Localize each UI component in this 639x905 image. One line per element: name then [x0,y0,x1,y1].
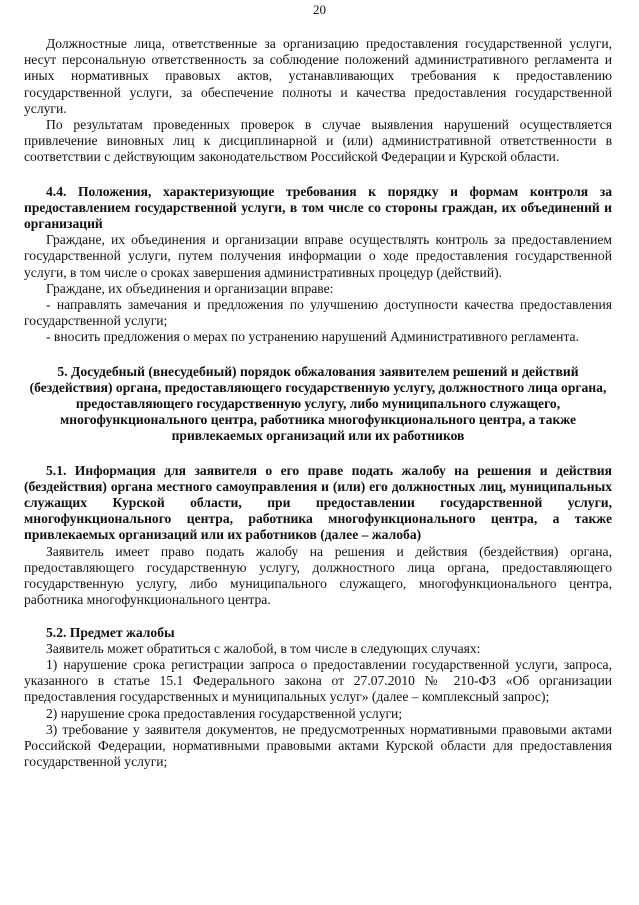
paragraph-citizens-rights: Граждане, их объединения и организации вправе: [46,280,334,296]
list-item-remarks: - направлять замечания и предложения по улучшению доступности качества предоставления государственной услуги; [24,297,612,329]
heading-4-4: 4.4. Положения, характеризующие требования к порядку и формам контроля за предоставлением государственной услуги, в том числе со стороны граждан, их объединений и организаций [24,183,612,232]
page-number: 20 [313,2,326,17]
paragraph-inspection-results: По результатам проведенных проверок в случае выявления нарушений осуществляется привлечение виновных лиц к дисциплинарной и (или) административной ответственности в соответствии с действующим законодательством Российской Федерации и Курской области. [24,117,612,165]
document-page [24,36,612,770]
heading-5-2: 5.2. Предмет жалобы [46,624,175,640]
paragraph-complaint-cases: Заявитель может обратиться с жалобой, в том числе в следующих случаях: [46,640,481,656]
list-item-case-3: 3) требование у заявителя документов, не предусмотренных нормативными правовыми актами Российской Федерации, нормативными правовыми актами Курской области для предоставления государственной услуги; [24,721,612,770]
heading-5: 5. Досудебный (внесудебный) порядок обжалования заявителем решений и действий (бездействия) органа, предоставляющего государственную услугу, должностного лица органа, предоставляющего государственную услугу, либо муниципального служащего, многофункционального центра, работника многофункционального центра, а также привлекаемых организаций или их работников [29,363,607,444]
paragraph-officials-responsibility: Должностные лица, ответственные за организацию предоставления государственной услуги, несут персональную ответственность за соблюдение положений административного регламента и иных нормативных правовых актов, устанавливающих требования к предоставлению государственной услуги, за обеспечение полноты и качества предоставления государственной услуги. [24,36,612,116]
list-item-proposals: - вносить предложения о мерах по устранению нарушений Административного регламента. [46,329,579,345]
heading-5-1: 5.1. Информация для заявителя о его праве подать жалобу на решения и действия (бездействия) органа местного самоуправления и (или) его должностных лиц, муниципальных служащих Курской области, при предоставлении государственной услуги, многофункционального центра, работника многофункционального центра, а также привлекаемых организаций или их работников (далее – жалоба) [24,462,612,543]
list-item-case-1: 1) нарушение срока регистрации запроса о предоставлении государственной услуги, запроса, указанного в статье 15.1 Федерального закона от 27.07.2010 № 210-ФЗ «Об организации предоставления государственных и муниципальных услуг» (далее – комплексный запрос); [24,656,612,705]
paragraph-complaint-right: Заявитель имеет право подать жалобу на решения и действия (бездействия) органа, предоставляющего государственную услугу, должностного лица органа, предоставляющего государственную услугу, либо муниципального служащего, многофункционального центра, работника многофункционального центра. [24,543,612,608]
paragraph-citizens-control: Граждане, их объединения и организации вправе осуществлять контроль за предоставлением государственной услуги, путем получения информации о ходе предоставления государственной услуги, в том числе о сроках завершения административных процедур (действий). [24,232,612,280]
list-item-case-2: 2) нарушение срока предоставления государственной услуги; [46,705,403,721]
